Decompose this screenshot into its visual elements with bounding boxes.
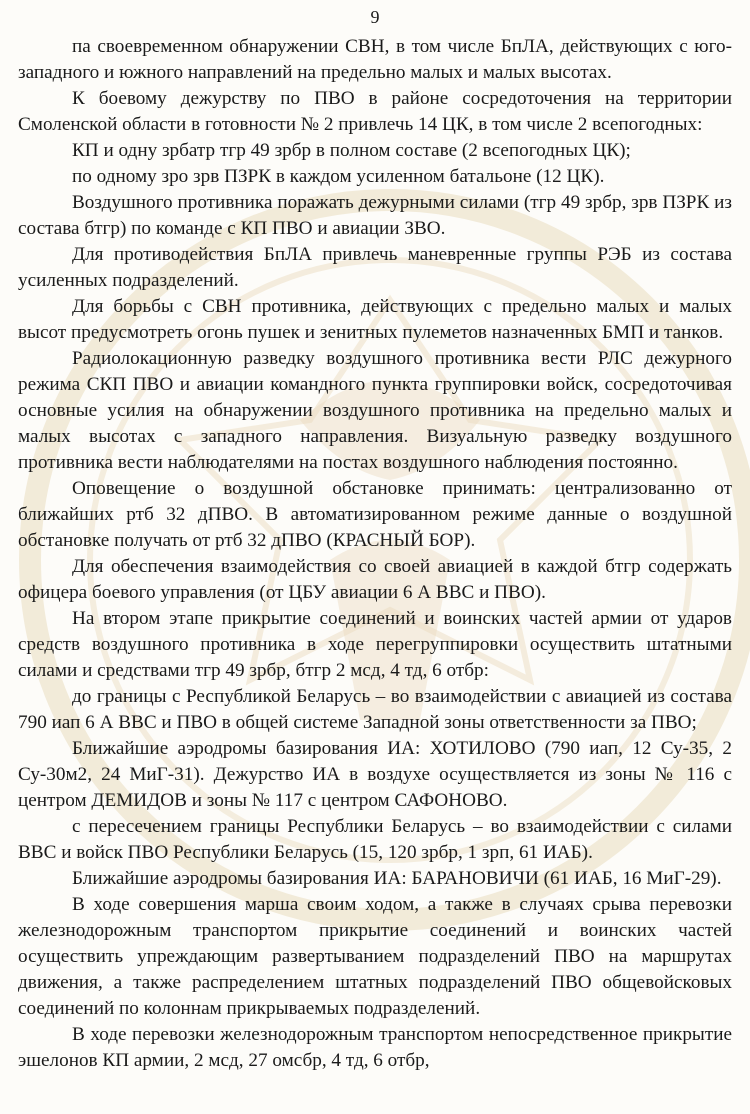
paragraph: КП и одну зрбатр тгр 49 зрбр в полном составе (2 всепогодных ЦК);: [72, 140, 631, 161]
page-number: 9: [370, 7, 380, 27]
paragraph: В ходе перевозки железнодорожным транспортом непосредственное прикрытие эшелонов КП армии, 2 мсд, 27 омсбр, 4 тд, 6 отбр,: [18, 1024, 732, 1071]
paragraph: На втором этапе прикрытие соединений и воинских частей армии от ударов средств воздушного противника в ходе перегруппировки осуществить штатными силами и средствами тгр 49 зрбр, бтгр 2 мсд, 4 тд, 6 отбр:: [18, 608, 732, 681]
paragraph: Для противодействия БпЛА привлечь маневренные группы РЭБ из состава усиленных подразделений.: [18, 244, 732, 291]
paragraph: Радиолокационную разведку воздушного противника вести РЛС дежурного режима СКП ПВО и авиации командного пункта группировки войск, сосредоточивая основные усилия на обнаружении воздушного противника на предельно малых и малых высотах с западного направления. Визуальную разведку воздушного противника вести наблюдателями на постах воздушного наблюдения постоянно.: [18, 348, 732, 473]
paragraph: Воздушного противника поражать дежурными силами (тгр 49 зрбр, зрв ПЗРК из состава бтгр) по команде с КП ПВО и авиации ЗВО.: [18, 192, 732, 239]
paragraph: Ближайшие аэродромы базирования ИА: ХОТИЛОВО (790 иап, 12 Су-35, 2 Су-30м2, 24 МиГ-31). Дежурство ИА в воздухе осуществляется из зоны № 116 с центром ДЕМИДОВ и зоны № 117 с центром САФОНОВО.: [18, 738, 732, 811]
paragraph: Для обеспечения взаимодействия со своей авиацией в каждой бтгр содержать офицера боевого управления (от ЦБУ авиации 6 А ВВС и ПВО).: [18, 556, 732, 603]
paragraph: до границы с Республикой Беларусь – во взаимодействии с авиацией из состава 790 иап 6 А ВВС и ПВО в общей системе Западной зоны ответственности за ПВО;: [18, 686, 732, 733]
paragraph: К боевому дежурству по ПВО в районе сосредоточения на территории Смоленской области в готовности № 2 привлечь 14 ЦК, в том числе 2 всепогодных:: [18, 88, 732, 135]
paragraph: па своевременном обнаружении СВН, в том числе БпЛА, действующих с юго-западного и южного направлений на предельно малых и малых высотах.: [18, 36, 732, 83]
paragraph: Ближайшие аэродромы базирования ИА: БАРАНОВИЧИ (61 ИАБ, 16 МиГ-29).: [72, 868, 722, 889]
paragraph: с пересечением границы Республики Беларусь – во взаимодействии с силами ВВС и войск ПВО Республики Беларусь (15, 120 зрбр, 1 зрп, 61 ИАБ).: [18, 816, 732, 863]
paragraph: Для борьбы с СВН противника, действующих с предельно малых и малых высот предусмотреть огонь пушек и зенитных пулеметов назначенных БМП и танков.: [18, 296, 732, 343]
document-page: [18, 0, 732, 1074]
paragraph: по одному зро зрв ПЗРК в каждом усиленном батальоне (12 ЦК).: [72, 166, 605, 187]
paragraph: В ходе совершения марша своим ходом, а также в случаях срыва перевозки железнодорожным транспортом прикрытие соединений и воинских частей осуществить упреждающим развертыванием подразделений ПВО на маршрутах движения, а также распределением штатных подразделений ПВО общевойсковых соединений по колоннам прикрываемых подразделений.: [18, 894, 732, 1019]
paragraph: Оповещение о воздушной обстановке принимать: централизованно от ближайших ртб 32 дПВО. В автоматизированном режиме данные о воздушной обстановке получать от ртб 32 дПВО (КРАСНЫЙ БОР).: [18, 478, 732, 551]
